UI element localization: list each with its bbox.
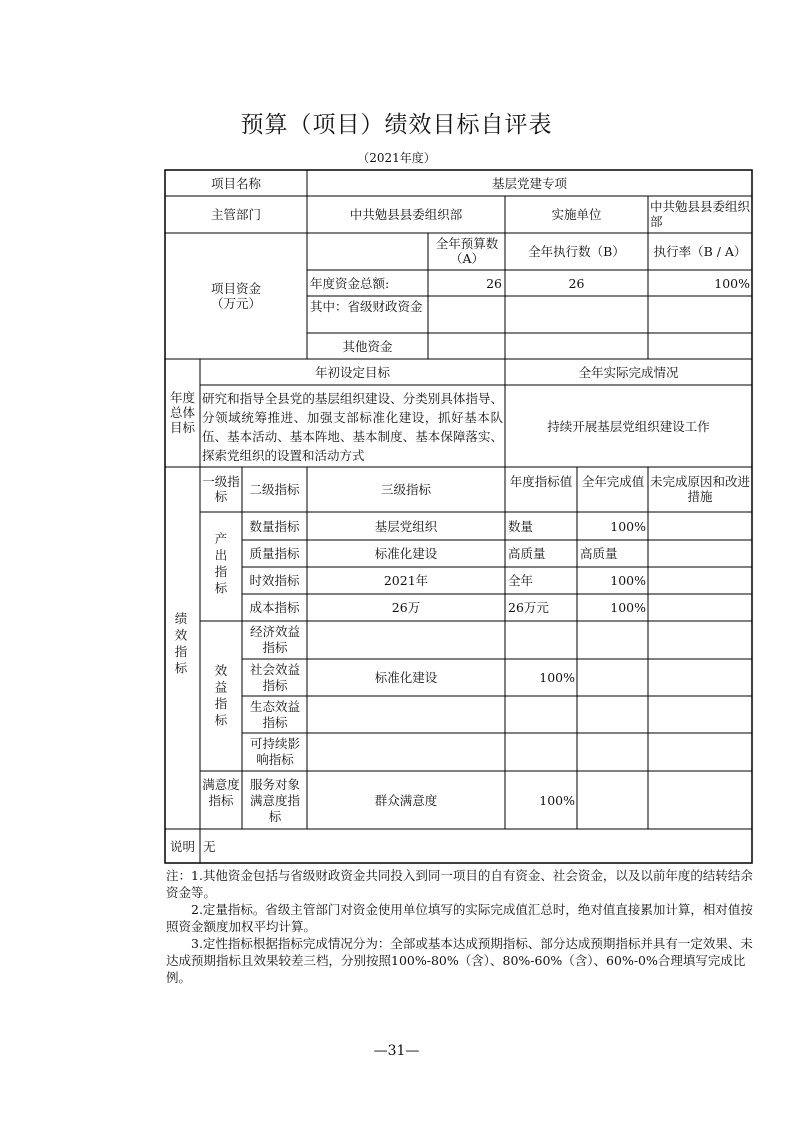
satisfaction-lvl3: 群众满意度 — [374, 793, 438, 808]
page-number: —31— — [373, 1043, 420, 1059]
output-actual: 100% — [610, 573, 646, 588]
funds-label: 项目资金（万元） — [210, 281, 261, 311]
footnotes — [166, 867, 756, 986]
other-funds-label: 其他资金 — [342, 339, 393, 354]
note-1: 注：1.其他资金包括与省级财政资金共同投入到同一项目的自有资金、社会资金，以及以前年度的结转结余资金等。 — [166, 868, 753, 900]
satisfaction-label: 满意度指标 — [202, 777, 240, 808]
output-actual: 100% — [610, 518, 646, 534]
col-rate: 执行率（B / A） — [653, 244, 747, 259]
dept-label: 主管部门 — [210, 207, 261, 222]
total-funds-b: 26 — [568, 276, 585, 291]
actual-goal-text: 持续开展基层党组织建设工作 — [547, 419, 710, 434]
output-lvl3: 2021年 — [383, 573, 429, 588]
output-lvl3: 标准化建设 — [374, 546, 438, 561]
perf-label: 绩效指标 — [173, 612, 188, 678]
satisfaction-lvl2: 服务对象满意度指标 — [249, 777, 300, 824]
header-target: 年度指标值 — [509, 474, 573, 489]
benefit-lvl2: 可持续影响指标 — [249, 736, 300, 767]
note-3: 3.定性指标根据指标完成情况分为：全部或基本达成预期指标、部分达成预期指标并具有一定效果、未达成预期指标且效果较差三档，分别按照100%-80%（含）、80%-60%（含）、60%-0%合理填写完成比例。 — [166, 936, 753, 985]
benefit-lvl3: 标准化建设 — [374, 670, 438, 685]
total-funds-label: 年度资金总额: — [310, 276, 390, 291]
set-goal-header: 年初设定目标 — [314, 365, 390, 380]
output-actual: 100% — [610, 600, 646, 615]
total-funds-rate: 100% — [714, 276, 750, 291]
dept-value: 中共勉县县委组织部 — [349, 207, 463, 222]
impl-unit-value: 中共勉县县委组织部 — [650, 199, 751, 229]
benefit-target: 100% — [539, 670, 575, 685]
benefit-label: 效益指标 — [213, 664, 228, 730]
benefit-lvl2: 生态效益指标 — [249, 699, 300, 730]
output-lvl3: 基层党组织 — [374, 518, 438, 534]
output-lvl2: 数量指标 — [249, 518, 300, 534]
header-actual: 全年完成值 — [581, 474, 645, 489]
output-label: 产出指标 — [213, 532, 228, 598]
output-target: 数量 — [508, 518, 534, 534]
provincial-funds-label: 其中：省级财政资金 — [310, 299, 423, 314]
benefit-lvl2: 社会效益指标 — [249, 662, 300, 693]
remark-value: 无 — [203, 839, 216, 854]
col-budget: 全年预算数（A） — [435, 236, 499, 266]
header-lvl3: 三级指标 — [380, 482, 431, 497]
col-executed: 全年执行数（B） — [528, 244, 625, 259]
output-lvl3: 26万 — [391, 600, 421, 615]
satisfaction-target: 100% — [539, 793, 575, 808]
project-name-label: 项目名称 — [210, 176, 261, 191]
year-label: （2021年度） — [357, 151, 436, 165]
annual-goal-label: 年度总体目标 — [169, 390, 195, 435]
project-name-value: 基层党建专项 — [491, 176, 567, 191]
actual-goal-header: 全年实际完成情况 — [578, 365, 679, 380]
header-reason: 未完成原因和改进措施 — [650, 474, 751, 504]
output-target: 高质量 — [508, 546, 546, 561]
output-lvl2: 时效指标 — [249, 573, 300, 588]
output-target: 全年 — [508, 573, 534, 588]
impl-unit-label: 实施单位 — [551, 207, 602, 222]
set-goal-text: 研究和指导全县党的基层组织建设、分类别具体指导、分领域统筹推进、加强支部标准化建设，抓好基本队伍、基本活动、基本阵地、基本制度、基本保障落实、探索党组织的设置和活动方式 — [202, 391, 503, 463]
header-lvl2: 二级指标 — [249, 482, 300, 497]
header-lvl1: 一级指标 — [202, 474, 240, 504]
page-title: 预算（项目）绩效目标自评表 — [240, 112, 553, 138]
benefit-lvl2: 经济效益指标 — [249, 624, 300, 655]
output-target: 26万元 — [508, 600, 549, 615]
remark-label: 说明 — [169, 839, 195, 854]
output-lvl2: 质量指标 — [249, 546, 300, 561]
output-lvl2: 成本指标 — [249, 600, 300, 615]
note-2: 2.定量指标。省级主管部门对资金使用单位填写的实际完成值汇总时，绝对值直接累加计算，相对值按照资金额度加权平均计算。 — [166, 902, 753, 934]
total-funds-a: 26 — [486, 276, 502, 291]
output-actual: 高质量 — [580, 546, 618, 561]
